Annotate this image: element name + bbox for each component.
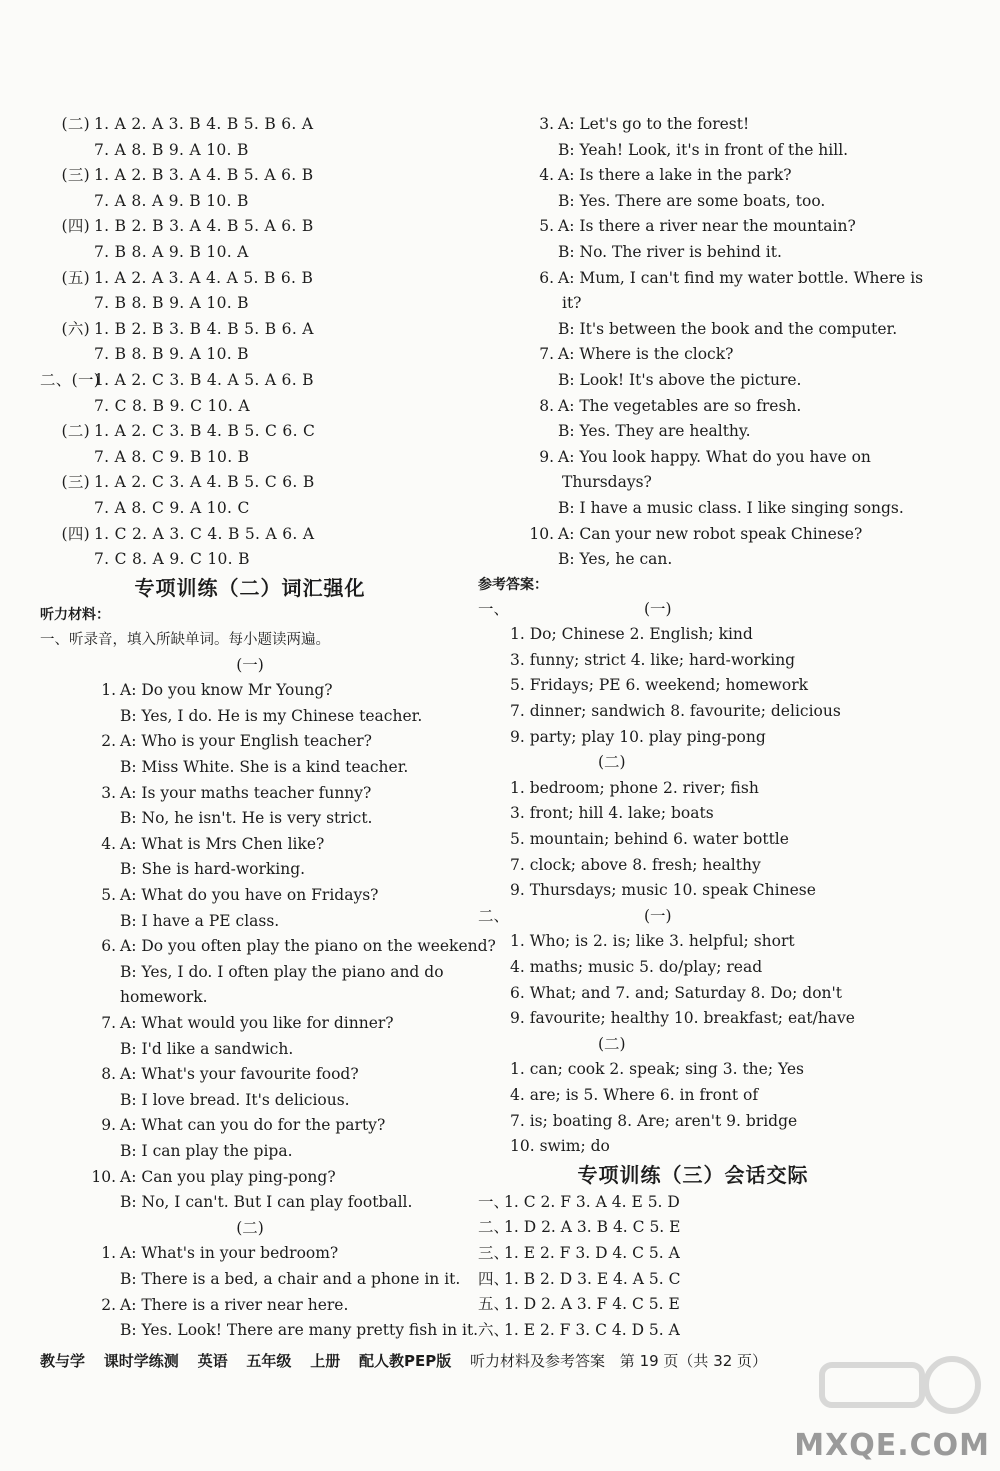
dialogue-line-a	[40, 1113, 460, 1139]
answer-values: 7. A 8. C 9. A 10. C	[94, 498, 250, 517]
answer-group-tag: (五)	[61, 268, 90, 287]
answer-key-line: 9. favourite; healthy 10. breakfast; eat/have	[510, 1009, 855, 1028]
dialogue-text: A: Is there a lake in the park?	[558, 166, 792, 185]
answer-key-line: 7. dinner; sandwich 8. favourite; delicious	[510, 702, 841, 721]
dialogue-line-a	[478, 214, 908, 240]
dialogue-line-a	[478, 342, 908, 368]
dialogue-number: 6.	[101, 937, 116, 956]
answer-key-line: 6. What; and 7. and; Saturday 8. Do; don't	[510, 983, 843, 1002]
dialogue-line-a	[40, 1062, 460, 1088]
answer-group-tag: 二、(一)	[40, 370, 101, 389]
answer-key-line: 9. Thursdays; music 10. speak Chinese	[510, 881, 816, 900]
answer-section-tag: 三、	[478, 1243, 510, 1262]
answer-group-tag: (二)	[61, 115, 90, 133]
dialogue-text: A: You look happy. What do you have on	[558, 447, 871, 466]
dialogue-line-b: B: I can play the pipa.	[120, 1141, 293, 1160]
dialogue-number: 3.	[539, 115, 554, 133]
dialogue-text: A: Do you often play the piano on the weekend?	[120, 937, 496, 956]
dialogue-number: 8.	[539, 396, 554, 415]
dialogue-text: A: Is your maths teacher funny?	[120, 783, 372, 802]
answer-values: 7. A 8. B 9. A 10. B	[94, 140, 249, 159]
answer-row	[40, 189, 460, 215]
dialogue-line-b: B: I'd like a sandwich.	[120, 1039, 294, 1058]
answer-group-tag: (四)	[61, 524, 90, 543]
answer-values: 7. A 8. A 9. B 10. B	[94, 191, 249, 210]
answer-key-line: 9. party; play 10. play ping-pong	[510, 727, 766, 746]
dialogue-line-b: B: Yeah! Look, it's in front of the hill.	[558, 140, 849, 159]
dialogue-line-a	[40, 1241, 460, 1267]
dialogue-text: A: What's in your bedroom?	[120, 1244, 339, 1263]
answer-values: 1. A 2. B 3. A 4. B 5. A 6. B	[94, 166, 314, 185]
answer-group-tag: (二)	[61, 422, 90, 441]
answer-values: 1. A 2. C 3. B 4. A 5. A 6. B	[94, 370, 314, 389]
answer-values: 1. B 2. B 3. A 4. B 5. A 6. B	[94, 217, 314, 236]
answer-values: 7. B 8. B 9. A 10. B	[94, 345, 249, 364]
answer-row	[40, 522, 460, 548]
dialogue-number: 9.	[539, 447, 554, 466]
answer-row	[40, 112, 460, 138]
dialogue-line-b: B: She is hard-working.	[120, 860, 306, 879]
dialogue-number: 4.	[539, 166, 554, 185]
dialogue-number: 8.	[101, 1065, 116, 1084]
answer-key-line: 3. funny; strict 4. like; hard-working	[510, 650, 796, 669]
answer-row	[40, 291, 460, 317]
dialogue-line-b: B: Look! It's above the picture.	[558, 370, 802, 389]
dialogue-line-b: B: I love bread. It's delicious.	[120, 1090, 350, 1109]
answer-row	[40, 368, 460, 394]
dialogue-line-a	[40, 934, 496, 960]
answer-key-line: 4. maths; music 5. do/play; read	[510, 958, 763, 976]
answer-values: 1. A 2. A 3. B 4. B 5. B 6. A	[94, 115, 314, 133]
answer-values: 1. A 2. C 3. A 4. B 5. C 6. B	[94, 473, 315, 492]
answer-key-line: 1. Who; is 2. is; like 3. helpful; short	[510, 932, 795, 951]
footer-section: 听力材料及参考答案	[470, 1352, 606, 1370]
answer-key-line: 5. Fridays; PE 6. weekend; homework	[510, 676, 809, 695]
answer-key-line: 1. bedroom; phone 2. river; fish	[510, 778, 759, 797]
answer-row	[40, 317, 460, 343]
dialogue-line-a	[40, 1293, 460, 1319]
answer-key-line: 7. clock; above 8. fresh; healthy	[510, 855, 761, 874]
answer-row	[40, 163, 460, 189]
answer-values: 1. B 2. B 3. B 4. B 5. B 6. A	[94, 319, 314, 338]
dialogue-text: A: Is there a river near the mountain?	[558, 217, 856, 236]
footer-grade: 五年级	[246, 1352, 292, 1370]
conversation-answer-row	[478, 1215, 908, 1241]
dialogue-number: 10.	[91, 1167, 116, 1186]
answer-section-tag: 二、	[478, 1218, 510, 1237]
dialogue-text: A: What do you have on Fridays?	[120, 886, 379, 905]
answer-values: 7. B 8. B 9. A 10. B	[94, 294, 249, 313]
footer-subject: 英语	[197, 1352, 228, 1370]
answer-section-tag: 二、	[478, 906, 510, 925]
answer-row	[40, 214, 460, 240]
dialogue-line-b: B: No, he isn't. He is very strict.	[120, 809, 373, 828]
answer-sub-label: (一)	[644, 906, 672, 925]
answer-key-line: 7. is; boating 8. Are; aren't 9. bridge	[510, 1111, 798, 1130]
dialogue-continuation: homework.	[120, 988, 208, 1007]
dialogue-line-b: B: I have a music class. I like singing songs.	[558, 498, 904, 517]
dialogue-line-a	[40, 781, 460, 807]
dialogue-line-b: B: Yes. Look! There are many pretty fish in it.	[120, 1321, 479, 1340]
answer-key-line: 1. can; cook 2. speak; sing 3. the; Yes	[510, 1060, 804, 1079]
conversation-answer-row	[478, 1241, 908, 1267]
answers-label: 参考答案：	[478, 576, 548, 593]
answer-row	[40, 342, 460, 368]
dialogue-number: 1.	[101, 681, 116, 700]
answer-row	[40, 266, 460, 292]
dialogue-line-b: B: It's between the book and the computer.	[558, 319, 898, 338]
answer-row	[40, 419, 460, 445]
footer-volume: 上册	[310, 1352, 341, 1370]
dialogue-number: 4.	[101, 834, 116, 853]
dialogue-line-a	[478, 445, 908, 471]
section-title: 专项训练（二）词汇强化	[134, 575, 366, 600]
dialogue-text: A: Can you play ping-pong?	[120, 1167, 336, 1186]
dialogue-line-a	[40, 883, 460, 909]
answer-section-tag: 一、	[478, 1192, 510, 1211]
dialogue-continuation: Thursdays?	[562, 473, 652, 492]
answer-section-head	[478, 597, 908, 623]
answer-row	[40, 496, 460, 522]
answer-sub-label: (二)	[598, 753, 626, 772]
instruction-text: 一、听录音，填入所缺单词。每小题读两遍。	[40, 631, 330, 648]
dialogue-text: A: What is Mrs Chen like?	[120, 834, 325, 853]
dialogue-text: A: Can your new robot speak Chinese?	[558, 524, 863, 543]
section-title: 专项训练（三）会话交际	[577, 1162, 809, 1187]
dialogue-line-b: B: Miss White. She is a kind teacher.	[120, 758, 409, 777]
answer-key-line: 4. are; is 5. Where 6. in front of	[510, 1085, 759, 1104]
dialogue-text: A: There is a river near here.	[120, 1295, 349, 1314]
conversation-answer-row	[478, 1190, 908, 1216]
dialogue-line-a	[478, 522, 908, 548]
answer-row	[40, 138, 460, 164]
footer-brand: 教与学	[40, 1352, 86, 1370]
dialogue-line-b: B: No. The river is behind it.	[558, 242, 782, 261]
answer-section-tag: 四、	[478, 1269, 510, 1288]
answer-values: 1. C 2. A 3. C 4. B 5. A 6. A	[94, 524, 315, 543]
answer-key-line: 5. mountain; behind 6. water bottle	[510, 830, 789, 849]
answer-values: 1. B 2. D 3. E 4. A 5. C	[504, 1269, 681, 1288]
footer-page-number: 第 19 页（共 32 页）	[619, 1352, 768, 1370]
watermark-text: MXQE.COM	[794, 1428, 990, 1463]
conversation-answer-row	[478, 1267, 908, 1293]
part-label: (一)	[236, 655, 264, 674]
answer-row	[40, 240, 460, 266]
answer-sub-label: (一)	[644, 599, 672, 618]
dialogue-line-b: B: Yes, I do. He is my Chinese teacher.	[120, 706, 423, 725]
dialogue-text: A: Let's go to the forest!	[558, 115, 750, 133]
dialogue-line-a	[40, 1165, 460, 1191]
answer-key-line: 3. front; hill 4. lake; boats	[510, 804, 714, 823]
answer-values: 7. C 8. B 9. C 10. A	[94, 396, 250, 415]
dialogue-line-b: B: Yes, he can.	[558, 550, 673, 569]
answer-values: 7. A 8. C 9. B 10. B	[94, 447, 250, 466]
answer-values: 1. A 2. C 3. B 4. B 5. C 6. C	[94, 422, 316, 441]
dialogue-text: A: Mum, I can't find my water bottle. Where is	[558, 268, 924, 287]
dialogue-number: 2.	[101, 1295, 116, 1314]
dialogue-continuation: it?	[562, 294, 582, 313]
answer-key-line: 1. Do; Chinese 2. English; kind	[510, 625, 753, 644]
dialogue-text: A: What would you like for dinner?	[120, 1014, 394, 1032]
dialogue-number: 3.	[101, 783, 116, 802]
answer-group-tag: (三)	[61, 473, 90, 492]
dialogue-line-b: B: I have a PE class.	[120, 911, 280, 930]
answer-values: 7. B 8. A 9. B 10. A	[94, 242, 249, 261]
dialogue-number: 5.	[539, 217, 554, 236]
answer-values: 7. C 8. A 9. C 10. B	[94, 550, 250, 569]
answer-section-tag: 一、	[478, 599, 510, 618]
answer-section-head	[478, 904, 908, 930]
dialogue-line-b: B: No, I can't. But I can play football.	[120, 1193, 413, 1212]
dialogue-number: 1.	[101, 1244, 116, 1263]
dialogue-text: A: Where is the clock?	[558, 345, 734, 364]
answer-section-tag: 六、	[478, 1320, 510, 1339]
dialogue-number: 7.	[101, 1014, 116, 1032]
answer-values: 1. D 2. A 3. B 4. C 5. E	[504, 1218, 681, 1237]
answer-key-line: 10. swim; do	[510, 1137, 610, 1156]
answer-row	[40, 445, 460, 471]
dialogue-line-b: B: Yes, I do. I often play the piano and do	[120, 962, 444, 981]
part-label: (二)	[236, 1218, 264, 1237]
answer-values: 1. E 2. F 3. C 4. D 5. A	[504, 1320, 680, 1339]
right-column	[478, 112, 924, 1343]
footer-edition: 配人教PEP版	[358, 1352, 452, 1370]
answer-row	[40, 394, 460, 420]
conversation-answer-row	[478, 1292, 908, 1318]
dialogue-number: 10.	[529, 524, 554, 543]
dialogue-number: 9.	[101, 1116, 116, 1135]
dialogue-number: 7.	[539, 345, 554, 364]
listening-label: 听力材料：	[40, 606, 110, 623]
dialogue-text: A: What's your favourite food?	[120, 1065, 359, 1084]
answer-group-tag: (四)	[61, 217, 90, 236]
answer-group-tag: (六)	[61, 319, 90, 338]
answer-values: 1. E 2. F 3. D 4. C 5. A	[504, 1243, 680, 1262]
answer-row	[40, 547, 460, 573]
dialogue-text: A: Do you know Mr Young?	[120, 681, 333, 700]
conversation-answer-row	[478, 1318, 908, 1344]
left-column	[40, 112, 496, 1344]
answer-sub-label: (二)	[598, 1034, 626, 1053]
dialogue-line-a	[478, 112, 908, 138]
dialogue-line-a	[40, 832, 460, 858]
dialogue-text: A: What can you do for the party?	[120, 1116, 386, 1135]
dialogue-number: 6.	[539, 268, 554, 287]
footer-series: 课时学练测	[103, 1352, 179, 1370]
dialogue-line-a	[478, 394, 908, 420]
dialogue-line-b: B: Yes. They are healthy.	[558, 422, 751, 441]
answer-values: 1. D 2. A 3. F 4. C 5. E	[504, 1295, 680, 1314]
dialogue-number: 5.	[101, 886, 116, 905]
dialogue-line-b: B: There is a bed, a chair and a phone in it.	[120, 1269, 461, 1288]
dialogue-number: 2.	[101, 732, 116, 751]
dialogue-text: A: Who is your English teacher?	[120, 732, 372, 751]
dialogue-line-a	[478, 266, 924, 292]
page-footer	[40, 1348, 920, 1374]
dialogue-line-a	[478, 163, 908, 189]
answer-values: 1. C 2. F 3. A 4. E 5. D	[504, 1192, 680, 1211]
answer-row	[40, 470, 460, 496]
dialogue-line-a	[40, 729, 460, 755]
answer-section-tag: 五、	[478, 1295, 510, 1314]
answer-values: 1. A 2. A 3. A 4. A 5. B 6. B	[94, 268, 314, 287]
answer-group-tag: (三)	[61, 166, 90, 185]
dialogue-text: A: The vegetables are so fresh.	[558, 396, 802, 415]
dialogue-line-a	[40, 1011, 460, 1037]
dialogue-line-b: B: Yes. There are some boats, too.	[558, 191, 826, 210]
dialogue-line-a	[40, 678, 460, 704]
